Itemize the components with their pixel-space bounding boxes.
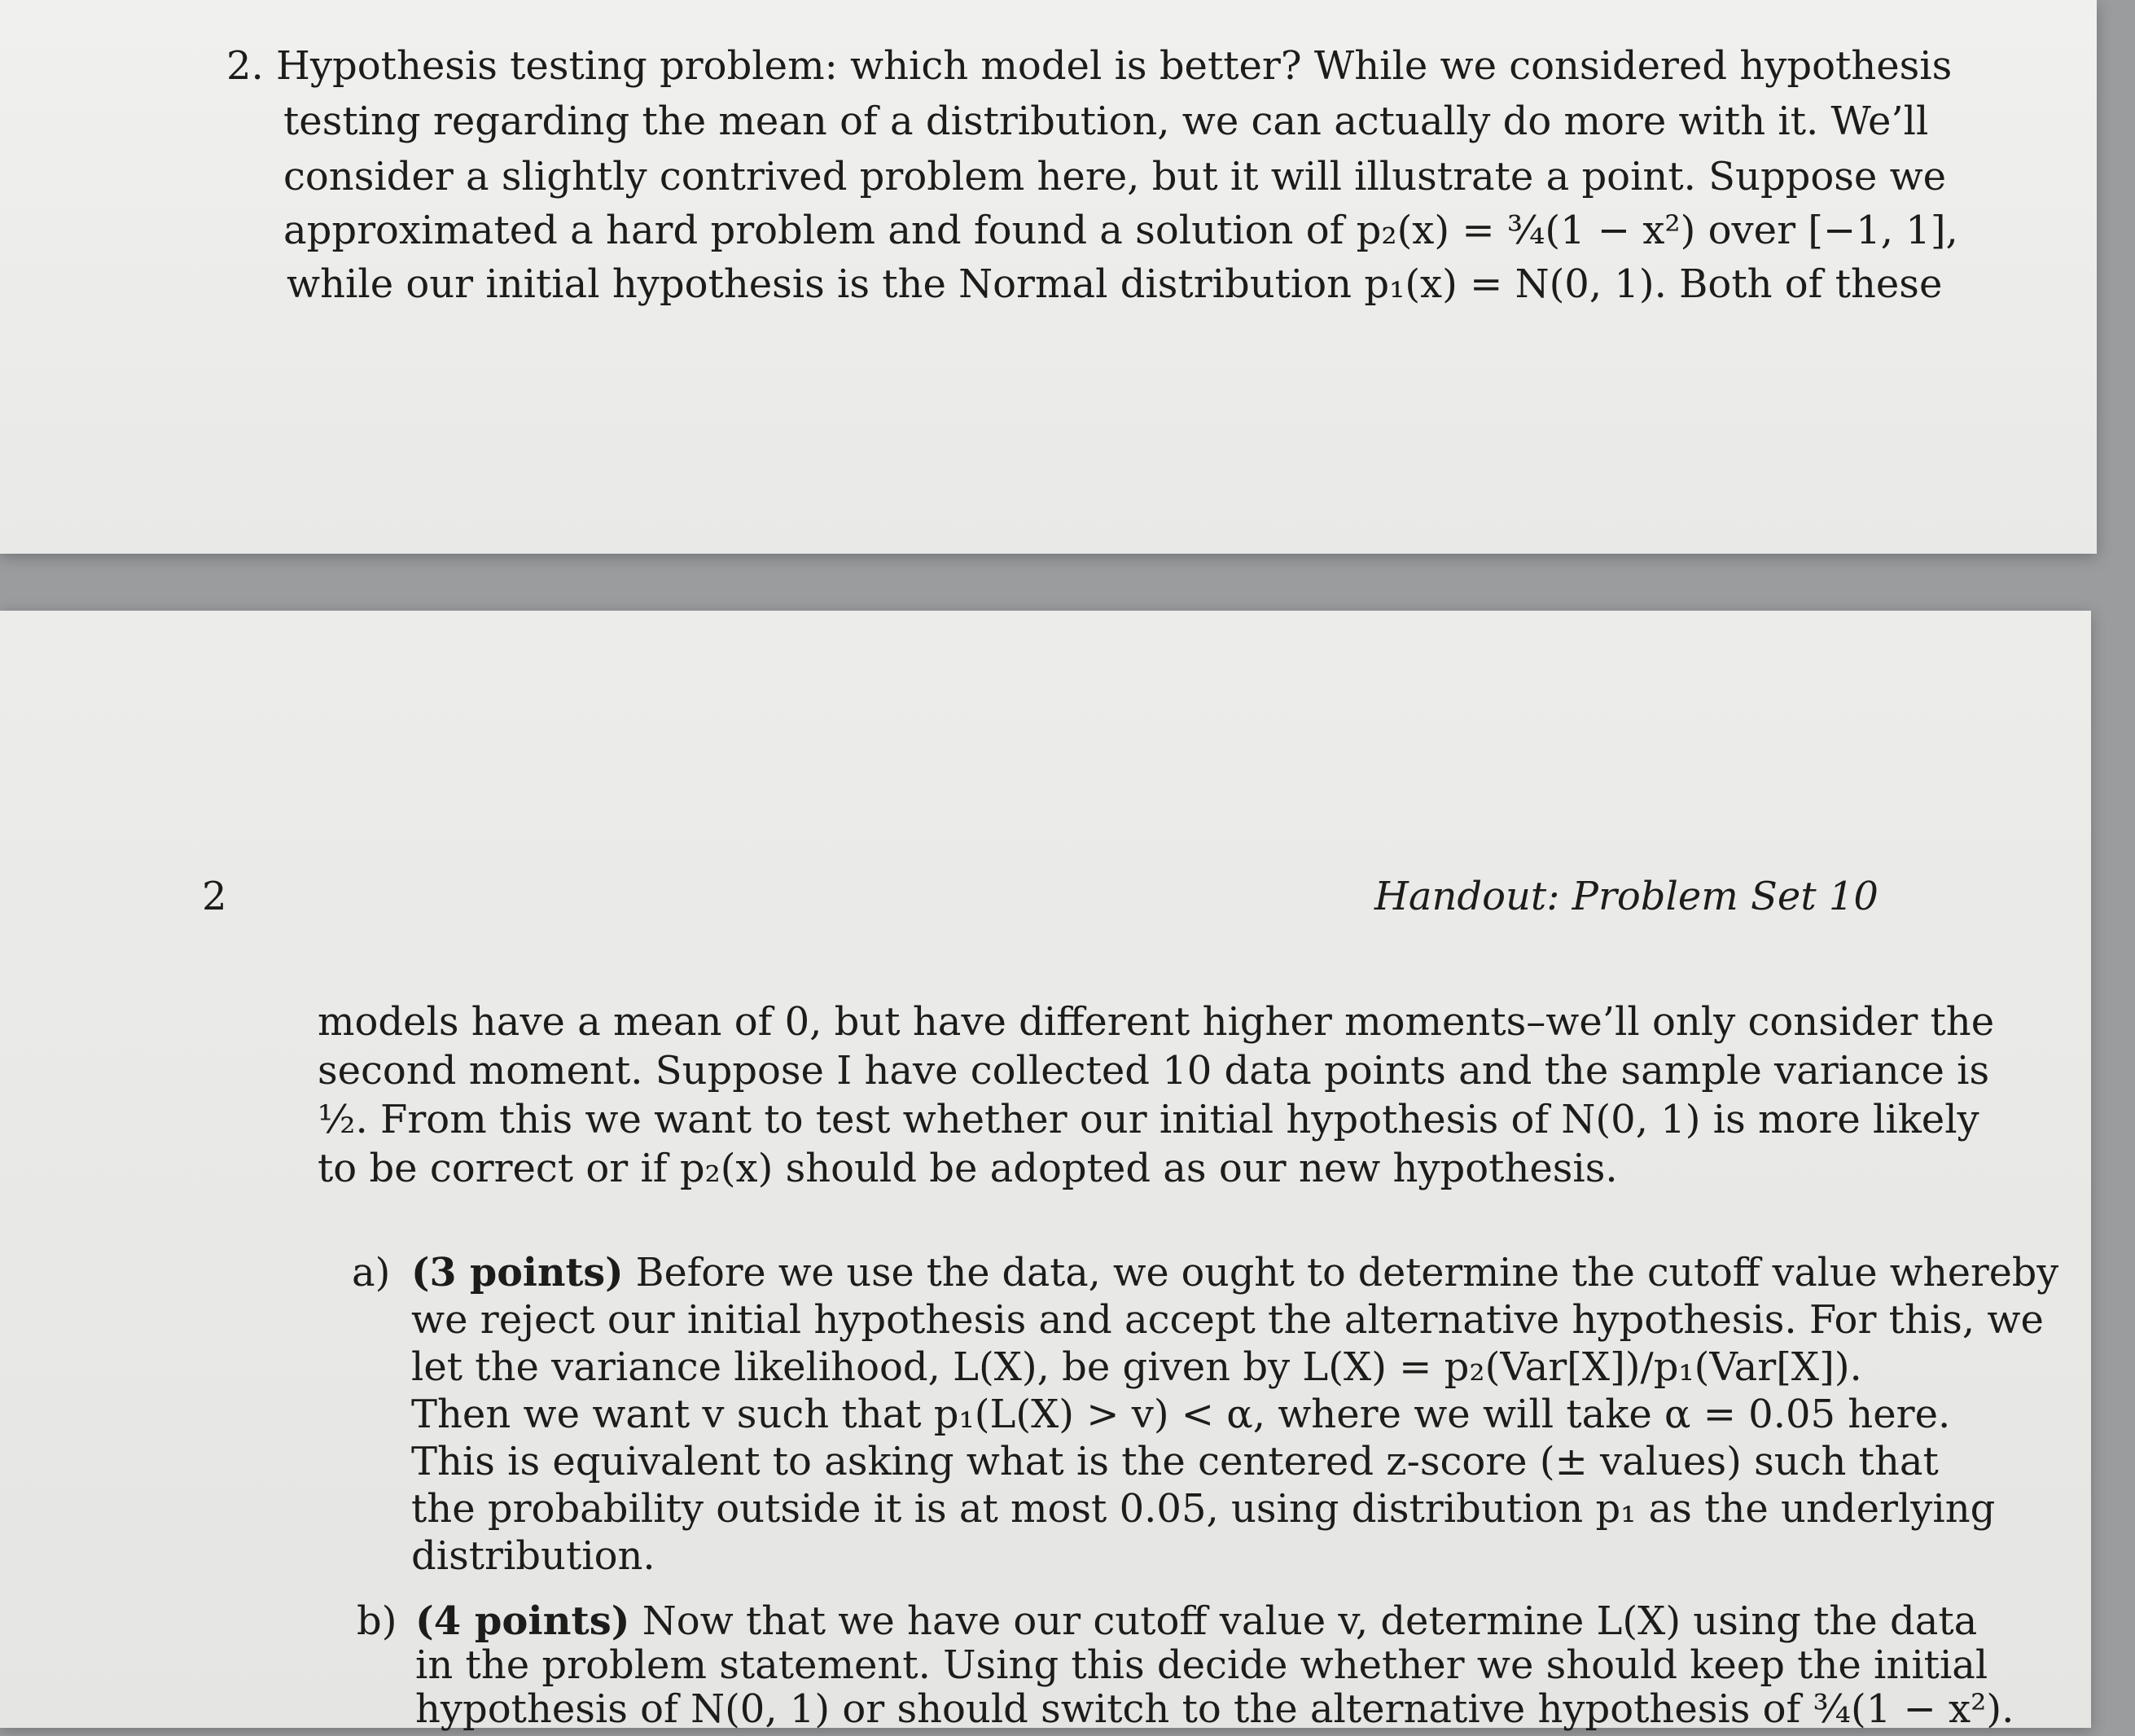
text-line: in the problem statement. Using this decide whether we should keep the initial bbox=[415, 1642, 1988, 1688]
text-line: second moment. Suppose I have collected 10 data points and the sample variance is bbox=[318, 1048, 1990, 1094]
part-a-label: a) bbox=[352, 1250, 391, 1295]
text-line: This is equivalent to asking what is the centered z-score (± values) such that bbox=[411, 1439, 1939, 1484]
text-line: hypothesis of N(0, 1) or should switch to the alternative hypothesis of ¾(1 − x²). bbox=[415, 1686, 2014, 1732]
text-line: models have a mean of 0, but have different higher moments–we’ll only consider the bbox=[318, 999, 1995, 1045]
text-line: distribution. bbox=[411, 1533, 655, 1579]
text-line: Then we want v such that p₁(L(X) > v) < α, where we will take α = 0.05 here. bbox=[411, 1392, 1951, 1437]
text-line: while our initial hypothesis is the Normal distribution p₁(x) = N(0, 1). Both of these bbox=[287, 261, 1943, 307]
text-line: testing regarding the mean of a distribution, we can actually do more with it. We’ll bbox=[283, 99, 1929, 144]
part-a-points: (3 points) bbox=[411, 1250, 624, 1295]
text-line: to be correct or if p₂(x) should be adopted as our new hypothesis. bbox=[318, 1146, 1618, 1191]
part-b-label: b) bbox=[357, 1598, 397, 1644]
text-line: consider a slightly contrived problem here, but it will illustrate a point. Suppose we bbox=[283, 154, 1947, 199]
handout-title: Handout: Problem Set 10 bbox=[1374, 874, 1879, 919]
text-line: we reject our initial hypothesis and accept the alternative hypothesis. For this, we bbox=[411, 1297, 2044, 1343]
page-number: 2 bbox=[202, 874, 227, 919]
part-b-points: (4 points) bbox=[415, 1598, 630, 1644]
text-line: approximated a hard problem and found a solution of p₂(x) = ¾(1 − x²) over [−1, 1], bbox=[283, 208, 1958, 253]
text-line: let the variance likelihood, L(X), be given by L(X) = p₂(Var[X])/p₁(Var[X]). bbox=[411, 1344, 1862, 1390]
text-line: ½. From this we want to test whether our initial hypothesis of N(0, 1) is more likely bbox=[318, 1097, 1979, 1142]
part-a-first-line bbox=[411, 1246, 2058, 1300]
text-line: Now that we have our cutoff value v, determine L(X) using the data bbox=[629, 1598, 1978, 1644]
text-line: the probability outside it is at most 0.05, using distribution p₁ as the underlying bbox=[411, 1486, 1996, 1532]
text-line: Before we use the data, we ought to determine the cutoff value whereby bbox=[623, 1250, 2059, 1295]
page-bottom bbox=[0, 611, 2091, 1732]
page-top bbox=[0, 0, 2097, 554]
text-line: 2. Hypothesis testing problem: which model is better? While we considered hypothesis bbox=[226, 43, 1953, 89]
